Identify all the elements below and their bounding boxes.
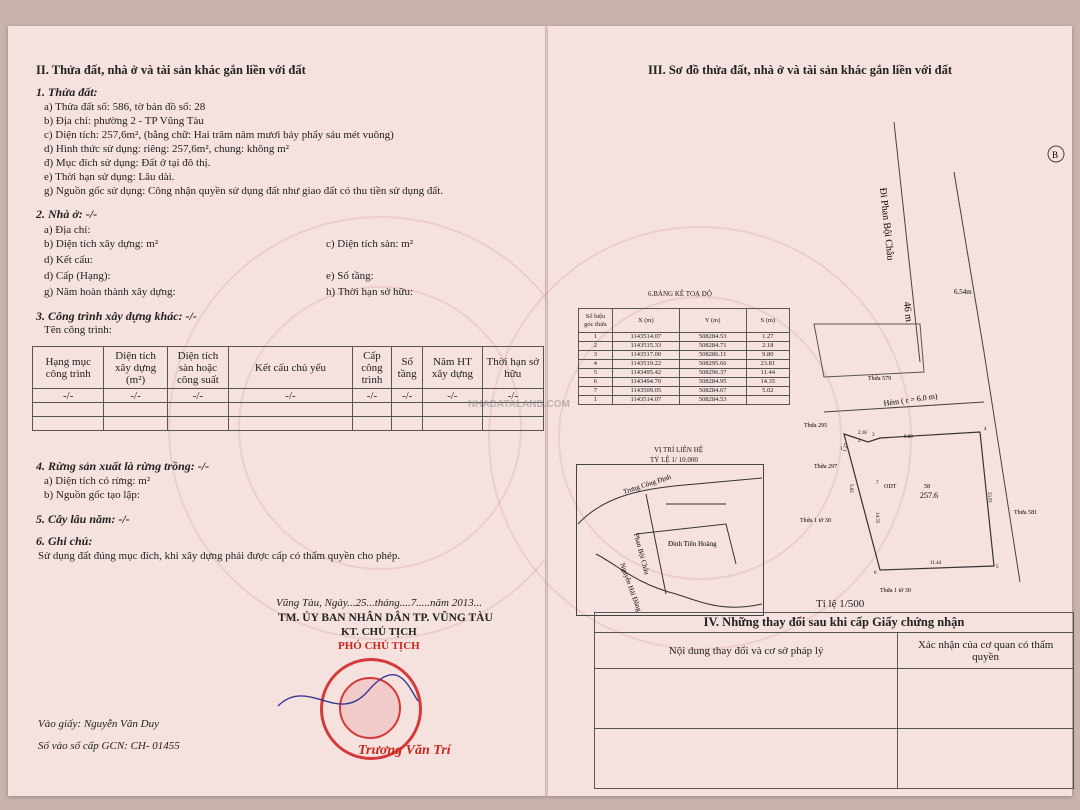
neighbor-label: Thửa 581 [1014, 510, 1038, 516]
coord-row [579, 396, 790, 405]
edge-length: 9.80 [904, 435, 913, 440]
neighbor-label: Thửa 579 [868, 376, 892, 382]
changes-title: IV. Những thay đổi sau khi cấp Giấy chứng nhận [595, 613, 1074, 633]
road-label: Đi Phan Bội Châu [877, 187, 896, 261]
entry-clerk: Vào giấy: Nguyễn Văn Duy [38, 718, 159, 730]
neighbor-label: Thửa 1 tờ 30 [880, 588, 911, 594]
edge-length: 11.44 [930, 561, 942, 566]
street-label: Đinh Tiên Hoàng [668, 540, 717, 548]
perennial-heading: 5. Cây lâu năm: -/- [36, 512, 130, 526]
edge-length: 23.81 [986, 491, 992, 504]
house-ownership-term: h) Thời hạn sở hữu: [326, 286, 414, 298]
neighbor-label: Thửa 297 [814, 464, 838, 470]
sign-kt: KT. CHỦ TỊCH [341, 626, 417, 638]
location-scale: TỶ LỆ 1/ 10.000 [650, 456, 698, 464]
coord-cell: 508284.53 [679, 333, 746, 342]
corner-point: 1 [840, 447, 843, 452]
land-purpose: đ) Mục đích sử dụng: Đất ở tại đô thị. [44, 157, 211, 169]
edge-length: 2.18 [858, 431, 867, 436]
coord-cell: 1 [579, 396, 613, 405]
coord-cell: 1143509.05 [612, 387, 679, 396]
coord-row [579, 378, 790, 387]
table-row [33, 389, 544, 403]
location-map [576, 464, 764, 616]
coord-cell: 5 [579, 369, 613, 378]
works-cell: -/- [423, 389, 482, 403]
coord-cell [746, 396, 789, 405]
works-cell: -/- [392, 389, 423, 403]
coord-cell: 1143514.07 [612, 333, 679, 342]
coord-cell: 1 [579, 333, 613, 342]
works-col: Cấp công trình [352, 347, 391, 389]
table-row [595, 729, 1074, 789]
coord-cell: 14.35 [746, 378, 789, 387]
forest-area: a) Diện tích có rừng: m² [44, 475, 151, 487]
coord-cell: 508284.71 [679, 342, 746, 351]
coord-cell: 1143519.22 [612, 360, 679, 369]
coord-table-title: 6.BẢNG KÊ TOẠ ĐỘ [648, 290, 712, 298]
corner-point: 3 [872, 433, 875, 438]
coord-cell: 4 [579, 360, 613, 369]
works-col: Hạng mục công trình [33, 347, 104, 389]
coord-row [579, 351, 790, 360]
coord-cell: 508284.95 [679, 378, 746, 387]
corner-point: 6 [874, 571, 877, 576]
house-floor-area: c) Diện tích sàn: m² [326, 238, 413, 250]
coord-cell: 508295.66 [679, 360, 746, 369]
notes-heading: 6. Ghi chú: [36, 534, 93, 548]
left-page [8, 26, 546, 796]
coord-cell: 9.80 [746, 351, 789, 360]
corner-point: 4 [984, 427, 987, 432]
house-address: a) Địa chỉ: [44, 224, 91, 236]
width-label: 6.54m [954, 288, 972, 296]
works-col: Thời hạn sở hữu [482, 347, 543, 389]
corner-point: 7 [876, 481, 879, 486]
coord-cell: 23.81 [746, 360, 789, 369]
changes-table [594, 612, 1074, 789]
parcel-type: ODT [884, 484, 897, 490]
alley-label: Hẻm ( r = 6.0 m) [883, 391, 939, 408]
coord-cell: 1.27 [746, 333, 789, 342]
sign-date: Vũng Tàu, Ngày...25...tháng....7.....năm 2013... [276, 597, 482, 609]
works-col: Diện tích sàn hoặc công suất [167, 347, 228, 389]
forest-origin: b) Nguồn gốc tạo lập: [44, 489, 140, 501]
edge-length: 1.27 [843, 442, 850, 453]
coord-cell: 5.02 [746, 387, 789, 396]
works-heading: 3. Công trình xây dựng khác: -/- [36, 309, 197, 323]
coord-cell: 7 [579, 387, 613, 396]
road-width: 46 m [901, 301, 915, 323]
coord-cell: 3 [579, 351, 613, 360]
north-mark: B [1052, 150, 1059, 160]
land-address: b) Địa chỉ: phường 2 - TP Vũng Tàu [44, 115, 204, 127]
land-origin: g) Nguồn gốc sử dụng: Công nhận quyền sử dụng đất như giao đất có thu tiền sử dụng đất. [44, 185, 444, 197]
coord-table-body [579, 333, 790, 405]
section-2-title: II. Thửa đất, nhà ở và tài sản khác gắn liền với đất [36, 63, 306, 77]
coord-cell: 1143494.70 [612, 378, 679, 387]
forest-heading: 4. Rừng sản xuất là rừng trồng: -/- [36, 459, 210, 473]
signature-mark [268, 666, 428, 726]
coord-cell: 2.18 [746, 342, 789, 351]
corner-point: 5 [996, 565, 999, 570]
coord-row [579, 387, 790, 396]
works-col: Năm HT xây dựng [423, 347, 482, 389]
works-cell: -/- [352, 389, 391, 403]
house-floors: e) Số tầng: [326, 270, 374, 282]
house-grade: d) Cấp (Hạng): [44, 270, 111, 282]
street-label: Nguyễn Hải Đăng [618, 561, 644, 613]
coord-col: S (m) [746, 309, 789, 333]
works-col: Kết cấu chủ yếu [229, 347, 353, 389]
works-name-label: Tên công trình: [44, 324, 112, 336]
street-label: Trưng Công Định [622, 472, 673, 496]
coord-col: Số hiệu góc thửa [579, 309, 613, 333]
coord-row [579, 360, 790, 369]
parcel-number: 58 [924, 484, 930, 490]
corner-point: 2 [858, 439, 861, 444]
land-area: c) Diện tích: 257,6m², (bằng chữ: Hai trăm năm mươi bảy phẩy sáu mét vuông) [44, 129, 394, 141]
land-heading: 1. Thửa đất: [36, 85, 98, 99]
coord-row [579, 333, 790, 342]
sign-vice: PHÓ CHỦ TỊCH [338, 640, 420, 652]
changes-col-confirm: Xác nhận của cơ quan có thẩm quyền [898, 633, 1074, 669]
works-cell: -/- [104, 389, 167, 403]
section-3-title: III. Sơ đồ thửa đất, nhà ở và tài sản khác gắn liền với đất [648, 63, 953, 77]
coord-cell: 2 [579, 342, 613, 351]
plan-scale: Tỉ lệ 1/500 [816, 598, 865, 610]
coord-row [579, 369, 790, 378]
watermark-text: NHADATALAND.COM [468, 399, 570, 410]
coord-cell: 11.44 [746, 369, 789, 378]
coord-cell: 6 [579, 378, 613, 387]
edge-length: 5.02 [848, 483, 854, 493]
house-completion: g) Năm hoàn thành xây dựng: [44, 286, 176, 298]
works-col: Diện tích xây dựng (m²) [104, 347, 167, 389]
works-cell: -/- [167, 389, 228, 403]
coord-row [579, 342, 790, 351]
coord-cell: 508296.37 [679, 369, 746, 378]
coord-table [578, 308, 790, 405]
coord-cell: 1143514.07 [612, 396, 679, 405]
coord-col: Y (m) [679, 309, 746, 333]
entry-number: Số vào sổ cấp GCN: CH- 01455 [38, 740, 180, 752]
works-table [32, 346, 544, 431]
location-title: VỊ TRÍ LIÊN HỆ [654, 446, 704, 454]
notes-text: Sử dụng đất đúng mục đích, khi xây dựng phải được cấp có thẩm quyền cho phép. [38, 550, 401, 562]
coord-cell: 508286.11 [679, 351, 746, 360]
works-col: Số tầng [392, 347, 423, 389]
changes-col-content: Nội dung thay đổi và cơ sở pháp lý [595, 633, 898, 669]
street-label: Phan Bội Châu [632, 532, 651, 576]
land-use-form: d) Hình thức sử dụng: riêng: 257,6m², chung: không m² [44, 143, 289, 155]
neighbor-label: Thửa 295 [804, 423, 828, 429]
land-term: e) Thời hạn sử dụng: Lâu dài. [44, 171, 175, 183]
coord-cell: 1143515.33 [612, 342, 679, 351]
coord-cell: 1143517.00 [612, 351, 679, 360]
edge-length: 14.35 [874, 511, 880, 524]
house-structure: d) Kết cấu: [44, 254, 93, 266]
table-row [33, 403, 544, 417]
works-cell: -/- [33, 389, 104, 403]
table-row [33, 417, 544, 431]
table-row [595, 669, 1074, 729]
coord-cell: 1143495.42 [612, 369, 679, 378]
parcel-area: 257.6 [920, 491, 938, 500]
coord-col: X (m) [612, 309, 679, 333]
parcel-plan [784, 112, 1072, 602]
house-build-area: b) Diện tích xây dựng: m² [44, 238, 159, 250]
neighbor-label: Thửa 1 tờ 30 [800, 518, 831, 524]
coord-cell: 508284.67 [679, 387, 746, 396]
land-parcel: a) Thửa đất số: 586, tờ bản đồ số: 28 [44, 101, 206, 113]
coord-cell: 508284.53 [679, 396, 746, 405]
signer-name: Trương Văn Trí [358, 743, 451, 758]
sign-org: TM. ỦY BAN NHÂN DÂN TP. VŨNG TÀU [278, 612, 493, 624]
house-heading: 2. Nhà ở: -/- [36, 207, 98, 221]
works-cell: -/- [482, 389, 543, 403]
works-cell: -/- [229, 389, 353, 403]
